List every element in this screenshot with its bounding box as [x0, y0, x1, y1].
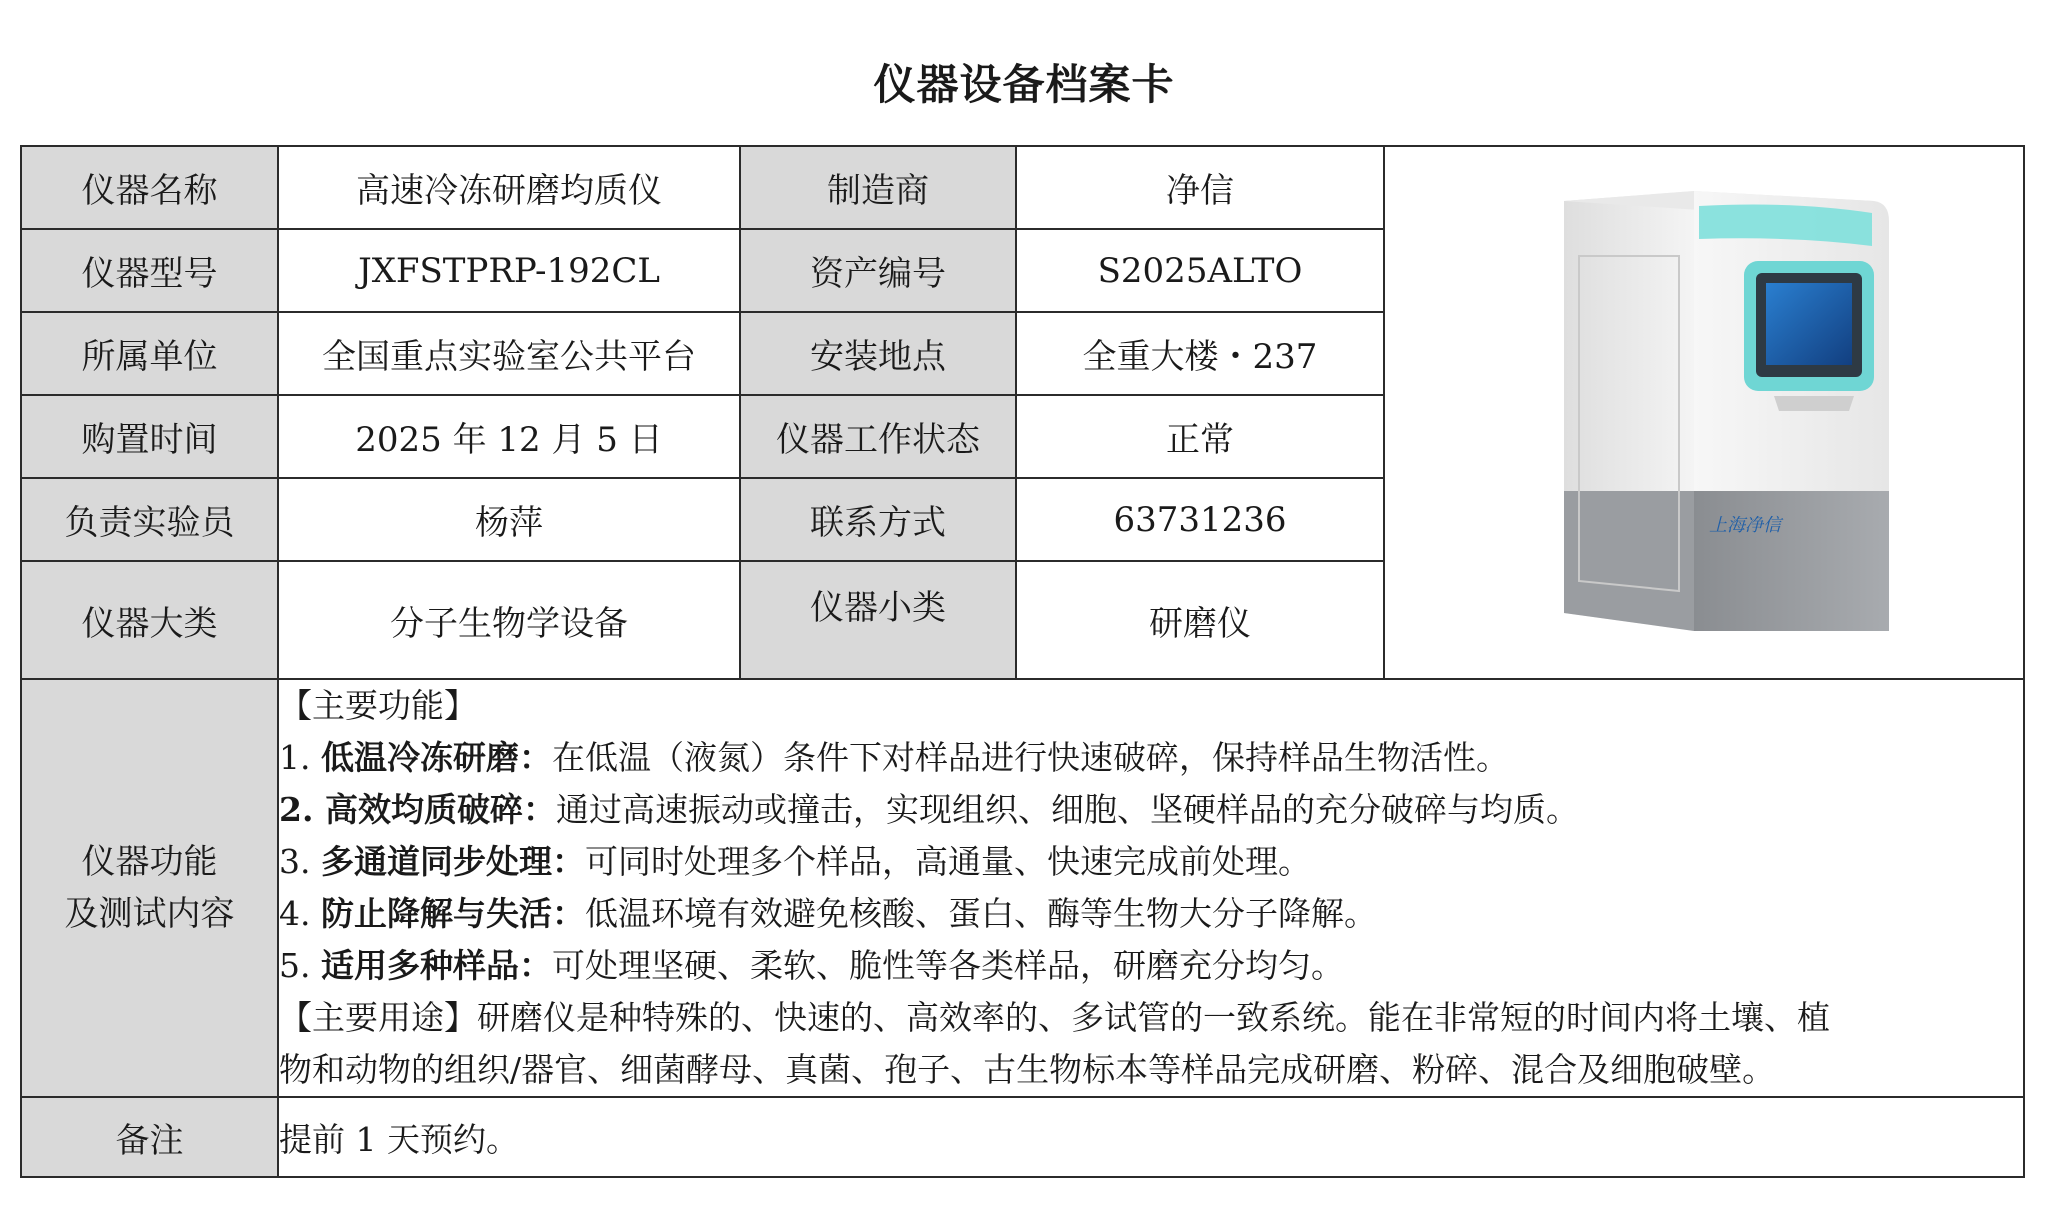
unit-label: 所属单位	[21, 312, 278, 395]
manufacturer-label: 制造商	[740, 146, 1016, 229]
name-value: 高速冷冻研磨均质仪	[278, 146, 740, 229]
table-row	[21, 679, 2024, 1097]
function-item-title: 低温冷冻研磨：	[320, 738, 552, 777]
function-item-num: 3.	[279, 842, 321, 881]
functions-heading: 【主要功能】	[279, 686, 477, 725]
operator-value: 杨萍	[278, 478, 740, 561]
function-item-title: 适用多种样品：	[320, 946, 552, 985]
model-value: JXFSTPRP-192CL	[278, 229, 740, 312]
usage-line-2: 物和动物的组织/器官、细菌酵母、真菌、孢子、古生物标本等样品完成研磨、粉碎、混合及细胞破壁。	[279, 1050, 1776, 1089]
function-item-num: 2.	[279, 790, 325, 829]
subcategory-label: 仪器小类	[810, 587, 946, 628]
device-photo	[1494, 161, 1914, 661]
remarks-label: 备注	[21, 1097, 278, 1177]
subcategory-label-cell	[740, 561, 1016, 679]
function-item-text: 通过高速振动或撞击，实现组织、细胞、坚硬样品的充分破碎与均质。	[555, 790, 1579, 829]
function-item-text: 可处理坚硬、柔软、脆性等各类样品，研磨充分均匀。	[551, 946, 1344, 985]
function-item-text: 低温环境有效避免核酸、蛋白、酶等生物大分子降解。	[584, 894, 1377, 933]
status-value: 正常	[1016, 395, 1384, 478]
category-value: 分子生物学设备	[278, 561, 740, 679]
functions-label	[21, 679, 278, 1097]
function-item-5	[279, 940, 2023, 992]
asset-no-value: S2025ALTO	[1016, 229, 1384, 312]
contact-label: 联系方式	[740, 478, 1016, 561]
usage-line-1	[279, 992, 2023, 1044]
functions-label-line2: 及测试内容	[64, 894, 235, 934]
function-item-num: 5.	[279, 946, 321, 985]
function-item-text: 在低温（液氮）条件下对样品进行快速破碎，保持样品生物活性。	[551, 738, 1509, 777]
table-row	[21, 1097, 2024, 1177]
function-item-2	[279, 784, 2023, 836]
table-row	[21, 146, 2024, 229]
usage-text-1: 研磨仪是种特殊的、快速的、高效率的、多试管的一致系统。能在非常短的时间内将土壤、植	[477, 998, 1830, 1037]
function-item-num: 1.	[279, 738, 321, 777]
asset-no-label: 资产编号	[740, 229, 1016, 312]
category-label: 仪器大类	[21, 561, 278, 679]
page-title: 仪器设备档案卡	[873, 60, 1175, 109]
location-label: 安装地点	[740, 312, 1016, 395]
function-item-title: 多通道同步处理：	[320, 842, 585, 881]
purchase-date-value: 2025 年 12 月 5 日	[278, 395, 740, 478]
function-item-num: 4.	[279, 894, 321, 933]
model-label: 仪器型号	[21, 229, 278, 312]
usage-heading: 【主要用途】	[279, 998, 477, 1037]
purchase-date-label: 购置时间	[21, 395, 278, 478]
unit-value: 全国重点实验室公共平台	[278, 312, 740, 395]
device-photo-cell	[1384, 146, 2024, 679]
equipment-card-table	[20, 145, 2025, 1178]
operator-label: 负责实验员	[21, 478, 278, 561]
function-item-1	[279, 732, 2023, 784]
function-item-4	[279, 888, 2023, 940]
function-item-text: 可同时处理多个样品，高通量、快速完成前处理。	[584, 842, 1311, 881]
function-item-3	[279, 836, 2023, 888]
function-item-title: 高效均质破碎：	[324, 790, 556, 829]
manufacturer-value: 净信	[1016, 146, 1384, 229]
location-value: 全重大楼・237	[1016, 312, 1384, 395]
function-item-title: 防止降解与失活：	[320, 894, 585, 933]
functions-label-line1: 仪器功能	[81, 842, 218, 882]
status-label: 仪器工作状态	[740, 395, 1016, 478]
device-brand-mark: 上海净信	[1709, 514, 1781, 536]
functions-content	[278, 679, 2024, 1097]
contact-value: 63731236	[1016, 478, 1384, 561]
subcategory-value: 研磨仪	[1016, 561, 1384, 679]
remarks-value: 提前 1 天预约。	[278, 1097, 2024, 1177]
name-label: 仪器名称	[21, 146, 278, 229]
